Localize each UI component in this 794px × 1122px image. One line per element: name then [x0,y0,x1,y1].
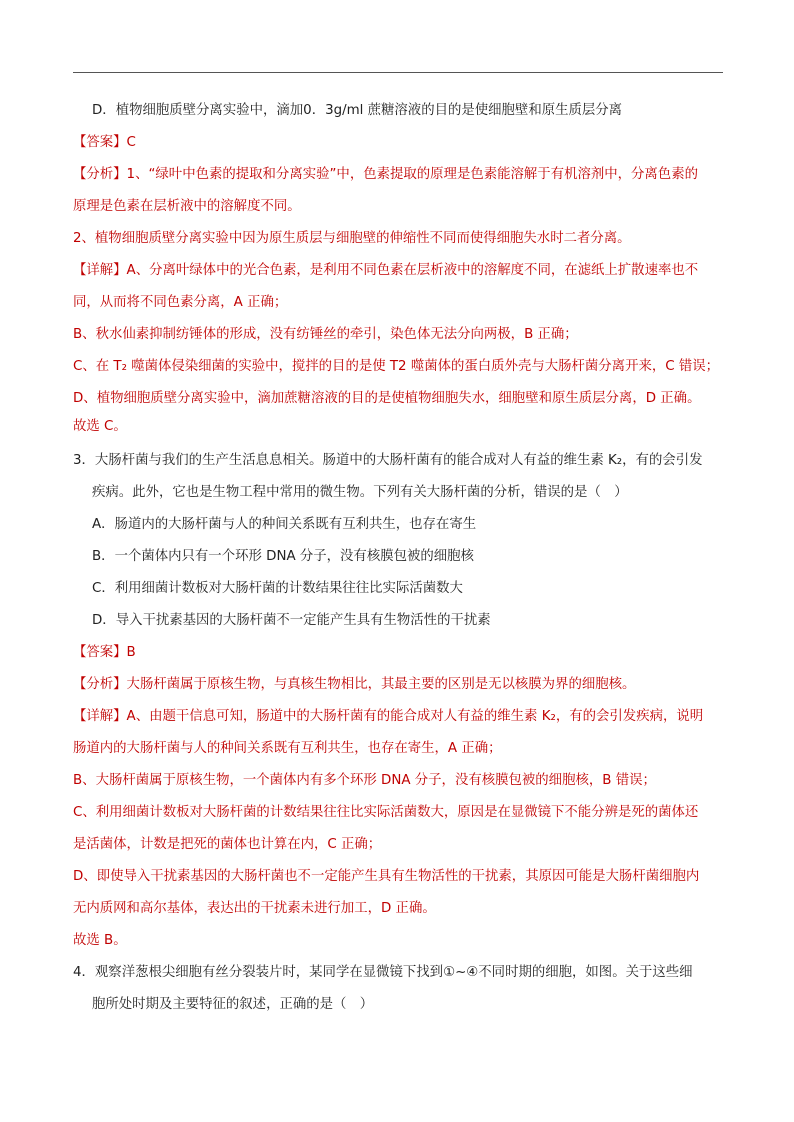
q3-answer: 【答案】B [73,645,136,660]
header-rule [73,72,723,73]
q4-stem-line-1: 4．观察洋葱根尖细胞有丝分裂装片时，某同学在显微镜下找到①~④不同时期的细胞，如图。关于这些细 [73,965,693,980]
q2-analysis-line-2: 原理是色素在层析液中的溶解度不同。 [73,199,301,214]
q2-detail-line-1: 【详解】A、分离叶绿体中的光合色素，是利用不同色素在层析液中的溶解度不同，在滤纸上扩散速率也不 [73,263,699,278]
q2-analysis-line-1: 【分析】1、“绿叶中色素的提取和分离实验”中，色素提取的原理是色素能溶解于有机溶剂中，分离色素的 [73,167,698,182]
q2-option-d: D．植物细胞质壁分离实验中，滴加0．3g/ml 蔗糖溶液的目的是使细胞壁和原生质层分离 [92,103,623,118]
q2-detail-line-3: B、秋水仙素抑制纺锤体的形成，没有纺锤丝的牵引，染色体无法分向两极，B 正确； [73,327,578,342]
q3-detail-line-3: B、大肠杆菌属于原核生物，一个菌体内有多个环形 DNA 分子，没有核膜包被的细胞核，B 错误； [73,773,656,788]
q3-detail-line-4: C、利用细菌计数板对大肠杆菌的计数结果往往比实际活菌数大，原因是在显微镜下不能分辨是死的菌体还 [73,805,699,820]
q3-detail-line-1: 【详解】A、由题干信息可知，肠道中的大肠杆菌有的能合成对人有益的维生素 K₂，有的会引发疾病，说明 [73,709,704,724]
q3-detail-line-5: 是活菌体，计数是把死的菌体也计算在内，C 正确； [73,837,382,852]
q3-stem-line-1: 3．大肠杆菌与我们的生产生活息息相关。肠道中的大肠杆菌有的能合成对人有益的维生素 K₂，有的会引发 [73,453,703,468]
q2-detail-line-5: D、植物细胞质壁分离实验中，滴加蔗糖溶液的目的是使植物细胞失水，细胞壁和原生质层分离，D 正确。 [73,391,701,406]
q2-detail-line-2: 同，从而将不同色素分离，A 正确； [73,295,288,310]
q3-option-a: A．肠道内的大肠杆菌与人的种间关系既有互利共生，也存在寄生 [92,517,477,532]
q3-stem-line-2: 疾病。此外，它也是生物工程中常用的微生物。下列有关大肠杆菌的分析，错误的是（ ） [92,485,628,500]
q3-option-d: D．导入干扰素基因的大肠杆菌不一定能产生具有生物活性的干扰素 [92,613,491,628]
q2-conclusion: 故选 C。 [73,419,127,434]
q3-detail-line-2: 肠道内的大肠杆菌与人的种间关系既有互利共生，也存在寄生，A 正确； [73,741,502,756]
q3-conclusion: 故选 B。 [73,933,127,948]
q4-stem-line-2: 胞所处时期及主要特征的叙述，正确的是（ ） [92,997,374,1012]
q3-analysis: 【分析】大肠杆菌属于原核生物，与真核生物相比，其最主要的区别是无以核膜为界的细胞核。 [73,677,636,692]
q3-detail-line-7: 无内质网和高尔基体，表达出的干扰素未进行加工，D 正确。 [73,901,436,916]
q2-detail-line-4: C、在 T₂ 噬菌体侵染细菌的实验中，搅拌的目的是使 T2 噬菌体的蛋白质外壳与大肠杆菌分离开来，C 错误； [73,359,720,374]
q3-option-c: C．利用细菌计数板对大肠杆菌的计数结果往往比实际活菌数大 [92,581,463,596]
q3-detail-line-6: D、即使导入干扰素基因的大肠杆菌也不一定能产生具有生物活性的干扰素，其原因可能是大肠杆菌细胞内 [73,869,700,884]
q2-answer: 【答案】C [73,135,136,150]
q3-option-b: B．一个菌体内只有一个环形 DNA 分子，没有核膜包被的细胞核 [92,549,474,564]
q2-analysis-line-3: 2、植物细胞质壁分离实验中因为原生质层与细胞壁的伸缩性不同而使得细胞失水时二者分离。 [73,231,631,246]
